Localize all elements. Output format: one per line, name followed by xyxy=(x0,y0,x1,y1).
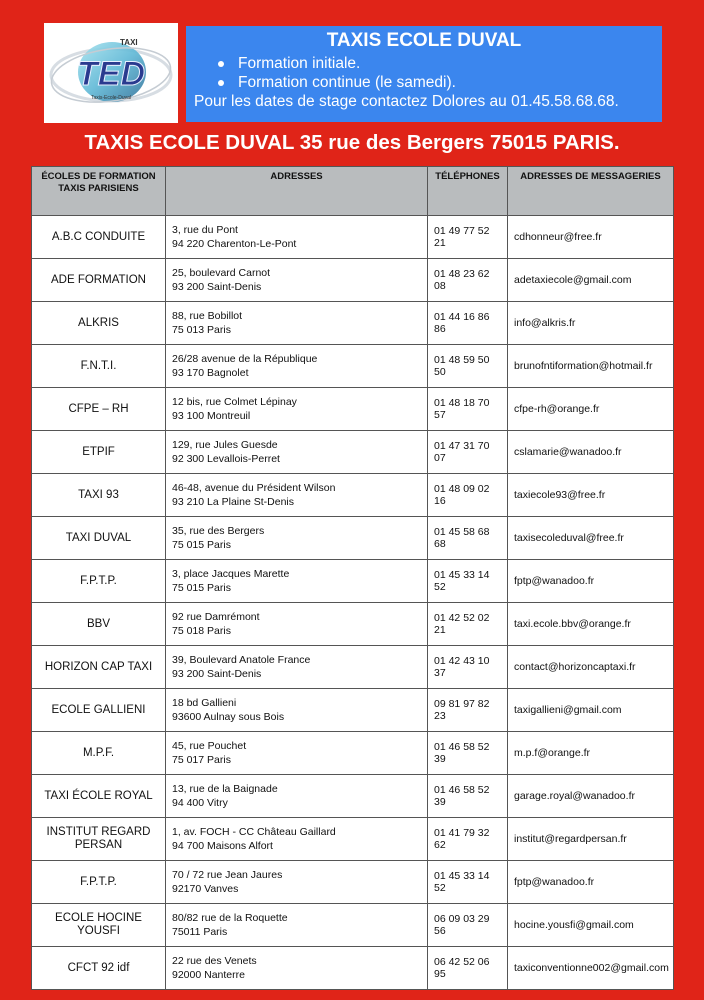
school-address xyxy=(166,904,428,947)
school-name: F.P.T.P. xyxy=(32,560,166,603)
table-row xyxy=(32,345,674,388)
school-address xyxy=(166,302,428,345)
table-row xyxy=(32,646,674,689)
school-email: fptp@wanadoo.fr xyxy=(508,560,674,603)
school-address xyxy=(166,732,428,775)
address-city: 93 170 Bagnolet xyxy=(172,367,249,379)
address-street: 1, av. FOCH - CC Château Gaillard xyxy=(172,826,336,838)
school-email: institut@regardpersan.fr xyxy=(508,818,674,861)
table-row xyxy=(32,388,674,431)
school-address xyxy=(166,818,428,861)
table-row xyxy=(32,517,674,560)
school-name: ECOLE HOCINE YOUSFI xyxy=(32,904,166,947)
address-city: 93 200 Saint-Denis xyxy=(172,281,262,293)
address-street: 35, rue des Bergers xyxy=(172,525,265,537)
school-email: adetaxiecole@gmail.com xyxy=(508,259,674,302)
school-phone: 01 48 09 02 16 xyxy=(428,474,508,517)
school-address xyxy=(166,388,428,431)
address-city: 75 015 Paris xyxy=(172,539,231,551)
school-email: garage.royal@wanadoo.fr xyxy=(508,775,674,818)
school-phone: 01 42 52 02 21 xyxy=(428,603,508,646)
school-address xyxy=(166,517,428,560)
school-address xyxy=(166,474,428,517)
school-name: INSTITUT REGARD PERSAN xyxy=(32,818,166,861)
header-address: ADRESSES xyxy=(166,167,428,216)
school-name: CFPE – RH xyxy=(32,388,166,431)
address-street: 45, rue Pouchet xyxy=(172,740,247,752)
school-address xyxy=(166,603,428,646)
table-row xyxy=(32,474,674,517)
address-street: 88, rue Bobillot xyxy=(172,310,243,322)
header-phone: TÉLÉPHONES xyxy=(428,167,508,216)
address-city: 94 700 Maisons Alfort xyxy=(172,840,273,852)
school-name: M.P.F. xyxy=(32,732,166,775)
address-street: 3, place Jacques Marette xyxy=(172,568,290,580)
school-address xyxy=(166,431,428,474)
school-name: ADE FORMATION xyxy=(32,259,166,302)
school-phone: 09 81 97 82 23 xyxy=(428,689,508,732)
header-email: ADRESSES DE MESSAGERIES xyxy=(508,167,674,216)
school-email: taxiecole93@free.fr xyxy=(508,474,674,517)
address-city: 93 100 Montreuil xyxy=(172,410,251,422)
schools-table-container xyxy=(31,166,673,990)
address-street: 80/82 rue de la Roquette xyxy=(172,912,288,924)
school-email: taxi.ecole.bbv@orange.fr xyxy=(508,603,674,646)
school-phone: 01 45 58 68 68 xyxy=(428,517,508,560)
school-phone: 01 49 77 52 21 xyxy=(428,216,508,259)
school-email: hocine.yousfi@gmail.com xyxy=(508,904,674,947)
school-address xyxy=(166,216,428,259)
table-row xyxy=(32,603,674,646)
ted-logo-graphic xyxy=(44,23,178,123)
address-city: 75011 Paris xyxy=(172,926,228,938)
address-city: 75 017 Paris xyxy=(172,754,231,766)
address-city: 75 015 Paris xyxy=(172,582,231,594)
training-item: Formation initiale. xyxy=(218,54,662,73)
table-row xyxy=(32,259,674,302)
table-row xyxy=(32,775,674,818)
school-name: A.B.C CONDUITE xyxy=(32,216,166,259)
school-email: taxisecoleduval@free.fr xyxy=(508,517,674,560)
address-city: 75 013 Paris xyxy=(172,324,231,336)
address-street: 46-48, avenue du Président Wilson xyxy=(172,482,336,494)
logo xyxy=(44,23,178,123)
info-title: TAXIS ECOLE DUVAL xyxy=(326,30,522,51)
table-body xyxy=(32,216,674,990)
logo-main-text: TED xyxy=(77,55,145,93)
address-city: 94 220 Charenton-Le-Pont xyxy=(172,238,297,250)
school-name: ETPIF xyxy=(32,431,166,474)
address-street: 26/28 avenue de la République xyxy=(172,353,318,365)
school-phone: 01 46 58 52 39 xyxy=(428,732,508,775)
school-address xyxy=(166,646,428,689)
table-row xyxy=(32,904,674,947)
contact-line: Pour les dates de stage contactez Dolores au 01.45.58.68.68. xyxy=(194,93,619,110)
address-city: 92170 Vanves xyxy=(172,883,239,895)
school-phone: 06 42 52 06 95 xyxy=(428,947,508,990)
training-item: Formation continue (le samedi). xyxy=(218,73,662,92)
school-email: fptp@wanadoo.fr xyxy=(508,861,674,904)
address-city: 93 200 Saint-Denis xyxy=(172,668,262,680)
address-city: 92000 Nanterre xyxy=(172,969,245,981)
address-street: 22 rue des Venets xyxy=(172,955,257,967)
school-name: BBV xyxy=(32,603,166,646)
address-street: 12 bis, rue Colmet Lépinay xyxy=(172,396,297,408)
school-email: info@alkris.fr xyxy=(508,302,674,345)
school-email: cfpe-rh@orange.fr xyxy=(508,388,674,431)
school-phone: 01 42 43 10 37 xyxy=(428,646,508,689)
school-phone: 01 45 33 14 52 xyxy=(428,861,508,904)
school-address xyxy=(166,947,428,990)
school-address xyxy=(166,775,428,818)
schools-table xyxy=(31,166,674,990)
school-name: TAXI ÉCOLE ROYAL xyxy=(32,775,166,818)
school-phone: 06 09 03 29 56 xyxy=(428,904,508,947)
address-city: 75 018 Paris xyxy=(172,625,231,637)
table-row xyxy=(32,560,674,603)
training-list xyxy=(186,54,662,92)
school-email: taxiconventionne002@gmail.com xyxy=(508,947,674,990)
school-email: cdhonneur@free.fr xyxy=(508,216,674,259)
school-email: cslamarie@wanadoo.fr xyxy=(508,431,674,474)
school-address xyxy=(166,689,428,732)
school-name: HORIZON CAP TAXI xyxy=(32,646,166,689)
table-row xyxy=(32,947,674,990)
school-phone: 01 47 31 70 07 xyxy=(428,431,508,474)
table-row xyxy=(32,732,674,775)
school-phone: 01 48 18 70 57 xyxy=(428,388,508,431)
school-phone: 01 48 23 62 08 xyxy=(428,259,508,302)
address-city: 94 400 Vitry xyxy=(172,797,228,809)
school-phone: 01 41 79 32 62 xyxy=(428,818,508,861)
address-street: 129, rue Jules Guesde xyxy=(172,439,278,451)
school-address xyxy=(166,560,428,603)
school-phone: 01 48 59 50 50 xyxy=(428,345,508,388)
school-name: TAXI 93 xyxy=(32,474,166,517)
address-street: 3, rue du Pont xyxy=(172,224,238,236)
address-city: 93 210 La Plaine St-Denis xyxy=(172,496,294,508)
school-name: ECOLE GALLIENI xyxy=(32,689,166,732)
school-phone: 01 45 33 14 52 xyxy=(428,560,508,603)
table-row xyxy=(32,216,674,259)
table-row xyxy=(32,689,674,732)
school-email: contact@horizoncaptaxi.fr xyxy=(508,646,674,689)
school-phone: 01 44 16 86 86 xyxy=(428,302,508,345)
logo-top-text: TAXI xyxy=(120,38,138,47)
school-name: TAXI DUVAL xyxy=(32,517,166,560)
info-box xyxy=(186,26,662,122)
address-street: 25, boulevard Carnot xyxy=(172,267,271,279)
address-street: 70 / 72 rue Jean Jaures xyxy=(172,869,283,881)
logo-sub-text: Taxis-Ecole-Duval xyxy=(90,95,132,101)
school-name: ALKRIS xyxy=(32,302,166,345)
address-city: 93600 Aulnay sous Bois xyxy=(172,711,285,723)
address-street: 13, rue de la Baignade xyxy=(172,783,278,795)
school-name: F.P.T.P. xyxy=(32,861,166,904)
table-row xyxy=(32,431,674,474)
school-name: F.N.T.I. xyxy=(32,345,166,388)
address-street: 18 bd Gallieni xyxy=(172,697,237,709)
table-row xyxy=(32,861,674,904)
school-email: taxigallieni@gmail.com xyxy=(508,689,674,732)
school-address xyxy=(166,861,428,904)
school-phone: 01 46 58 52 39 xyxy=(428,775,508,818)
address-heading: TAXIS ECOLE DUVAL 35 rue des Bergers 75015 PARIS. xyxy=(84,131,620,154)
school-address xyxy=(166,345,428,388)
table-row xyxy=(32,818,674,861)
address-street: 39, Boulevard Anatole France xyxy=(172,654,311,666)
table-header-row xyxy=(32,167,674,216)
address-city: 92 300 Levallois-Perret xyxy=(172,453,280,465)
school-email: brunofntiformation@hotmail.fr xyxy=(508,345,674,388)
school-email: m.p.f@orange.fr xyxy=(508,732,674,775)
school-address xyxy=(166,259,428,302)
table-row xyxy=(32,302,674,345)
address-street: 92 rue Damrémont xyxy=(172,611,260,623)
school-name: CFCT 92 idf xyxy=(32,947,166,990)
header-school: ÉCOLES DE FORMATION TAXIS PARISIENS xyxy=(32,167,166,216)
